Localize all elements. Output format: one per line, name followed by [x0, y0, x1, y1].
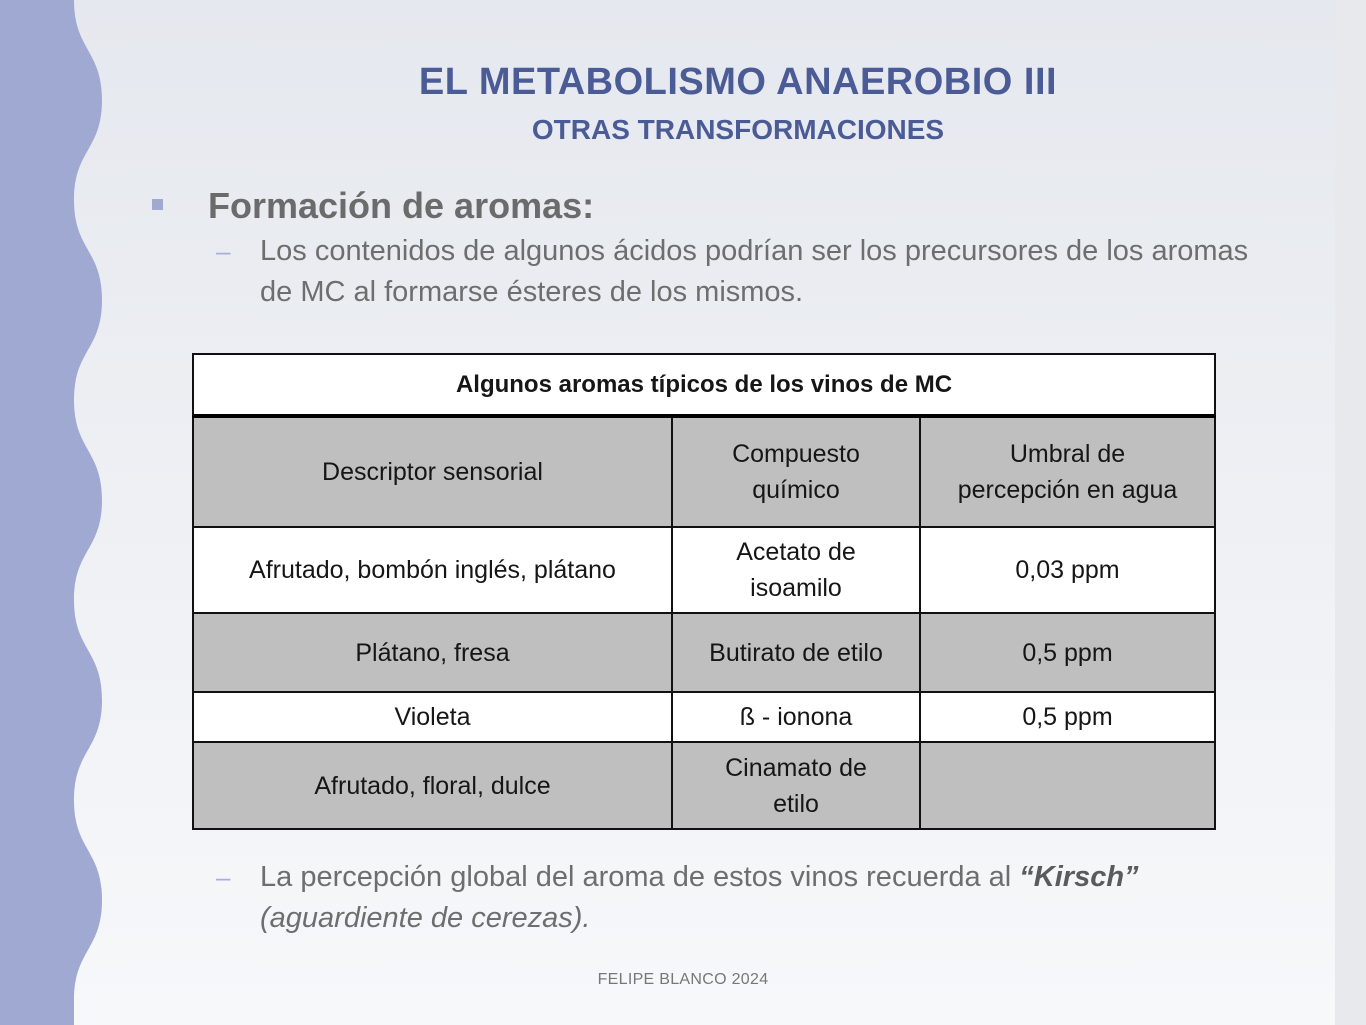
- sub-bullet-text: Los contenidos de algunos ácidos podrían ser los precursores de los aromas de MC al formarse ésteres de los mismos.: [260, 235, 1249, 308]
- table-cell-descriptor: Plátano, fresa: [193, 613, 672, 692]
- table-cell-threshold: [920, 742, 1215, 829]
- table-row: [193, 742, 1215, 829]
- slide-subtitle: OTRAS TRANSFORMACIONES: [531, 114, 945, 145]
- table-cell-descriptor: Afrutado, bombón inglés, plátano: [193, 527, 672, 613]
- table-cell-compound: Cinamato de etilo: [672, 742, 920, 829]
- bullet-square-icon: [152, 199, 163, 210]
- aromas-table: [192, 353, 1216, 830]
- slide-right-strip: [1335, 0, 1366, 1025]
- table-cell-threshold: 0,5 ppm: [920, 613, 1215, 692]
- table-cell-compound: Butirato de etilo: [672, 613, 920, 692]
- table-caption: Algunos aromas típicos de los vinos de MC: [193, 354, 1215, 416]
- table-cell-descriptor: Afrutado, floral, dulce: [193, 742, 672, 829]
- table-row: [193, 527, 1215, 613]
- sub-bullet-dash-icon: –: [216, 862, 231, 892]
- table-cell-compound: Acetato de isoamilo: [672, 527, 920, 613]
- column-header-compound: Compuesto químico: [672, 416, 920, 527]
- table-row: [193, 613, 1215, 692]
- table-row: [193, 692, 1215, 742]
- slide-footer: FELIPE BLANCO 2024: [597, 971, 769, 988]
- table-cell-compound: ß - ionona: [672, 692, 920, 742]
- table-cell-threshold: 0,5 ppm: [920, 692, 1215, 742]
- kirsch-text-emphasis: “Kirsch”: [1019, 861, 1139, 893]
- table-caption-row: [193, 354, 1215, 416]
- table-cell-descriptor: Violeta: [193, 692, 672, 742]
- kirsch-text-plain: La percepción global del aroma de estos vinos recuerda al: [260, 861, 1020, 893]
- sub-bullet-text-kirsch: [260, 857, 1260, 939]
- table-cell-threshold: 0,03 ppm: [920, 527, 1215, 613]
- sub-bullet-dash-icon: –: [216, 236, 231, 266]
- slide-title: EL METABOLISMO ANAEROBIO III: [418, 61, 1058, 103]
- column-header-threshold: Umbral de percepción en agua: [920, 416, 1215, 527]
- kirsch-text-italic: (aguardiente de cerezas).: [260, 902, 591, 934]
- bullet-heading: Formación de aromas:: [208, 185, 595, 226]
- decorative-wave-band: [0, 0, 110, 1025]
- column-header-descriptor: Descriptor sensorial: [193, 416, 672, 527]
- table-header-row: [193, 416, 1215, 527]
